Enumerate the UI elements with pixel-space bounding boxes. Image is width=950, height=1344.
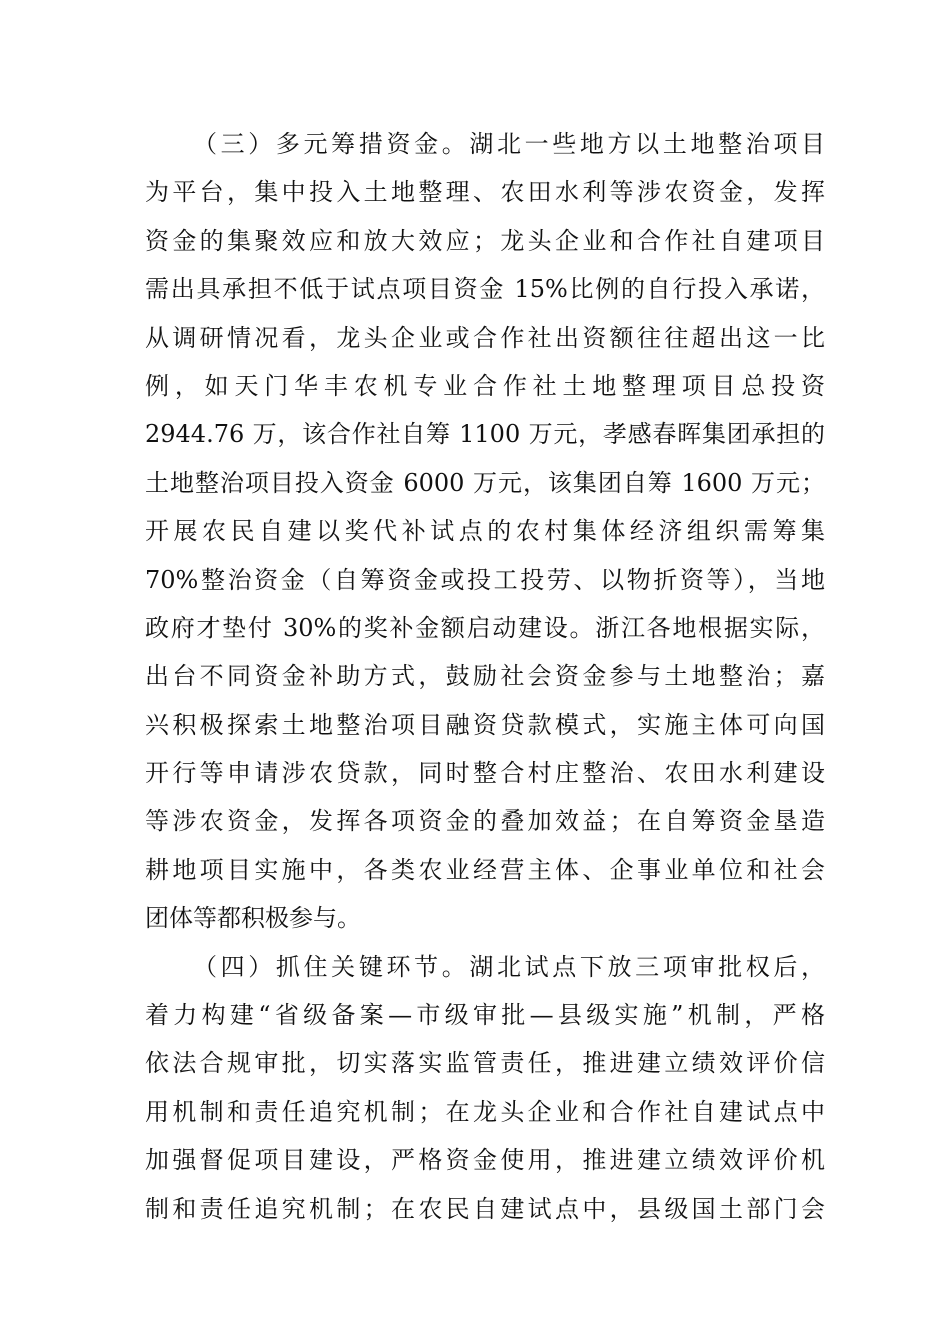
text-line: 需出具承担不低于试点项目资金 15%比例的自行投入承诺， bbox=[145, 275, 825, 304]
text-line: 加强督促项目建设，严格资金使用，推进建立绩效评价机 bbox=[145, 1146, 825, 1175]
text-line: 70%整治资金（自筹资金或投工投劳、以物折资等），当地 bbox=[145, 565, 825, 594]
text-line: 兴积极探索土地整治项目融资贷款模式，实施主体可向国 bbox=[145, 710, 825, 739]
paragraph-3 bbox=[145, 120, 825, 943]
paragraph-4 bbox=[145, 943, 825, 1233]
text-line: 耕地项目实施中，各类农业经营主体、企事业单位和社会 bbox=[145, 855, 825, 884]
text-line: 等涉农资金，发挥各项资金的叠加效益；在自筹资金垦造 bbox=[145, 807, 825, 836]
text-line: 依法合规审批，切实落实监管责任，推进建立绩效评价信 bbox=[145, 1049, 825, 1078]
text-line: 政府才垫付 30%的奖补金额启动建设。浙江各地根据实际， bbox=[145, 613, 825, 642]
text-line: （三）多元筹措资金。湖北一些地方以土地整治项目 bbox=[193, 130, 825, 158]
text-line: 土地整治项目投入资金 6000 万元，该集团自筹 1600 万元； bbox=[145, 468, 825, 497]
text-line: 为平台，集中投入土地整理、农田水利等涉农资金，发挥 bbox=[145, 178, 825, 207]
text-line: 着力构建“省级备案—市级审批—县级实施”机制，严格 bbox=[145, 1001, 825, 1030]
text-line: 开展农民自建以奖代补试点的农村集体经济组织需筹集 bbox=[145, 517, 825, 546]
text-line: 资金的集聚效应和放大效应；龙头企业和合作社自建项目 bbox=[145, 226, 825, 255]
document-body bbox=[145, 120, 825, 1233]
text-line: 从调研情况看，龙头企业或合作社出资额往往超出这一比 bbox=[145, 323, 825, 352]
text-line: 例，如天门华丰农机专业合作社土地整理项目总投资 bbox=[145, 371, 825, 400]
text-line: 团体等都积极参与。 bbox=[145, 904, 361, 933]
text-line: 2944.76 万，该合作社自筹 1100 万元，孝感春晖集团承担的 bbox=[145, 420, 825, 449]
text-line: 制和责任追究机制；在农民自建试点中，县级国土部门会 bbox=[145, 1194, 825, 1223]
text-line: 出台不同资金补助方式，鼓励社会资金参与土地整治；嘉 bbox=[145, 662, 825, 691]
text-line: 用机制和责任追究机制；在龙头企业和合作社自建试点中 bbox=[145, 1097, 825, 1126]
text-line: （四）抓住关键环节。湖北试点下放三项审批权后， bbox=[193, 952, 825, 981]
text-line: 开行等申请涉农贷款，同时整合村庄整治、农田水利建设 bbox=[145, 759, 825, 788]
